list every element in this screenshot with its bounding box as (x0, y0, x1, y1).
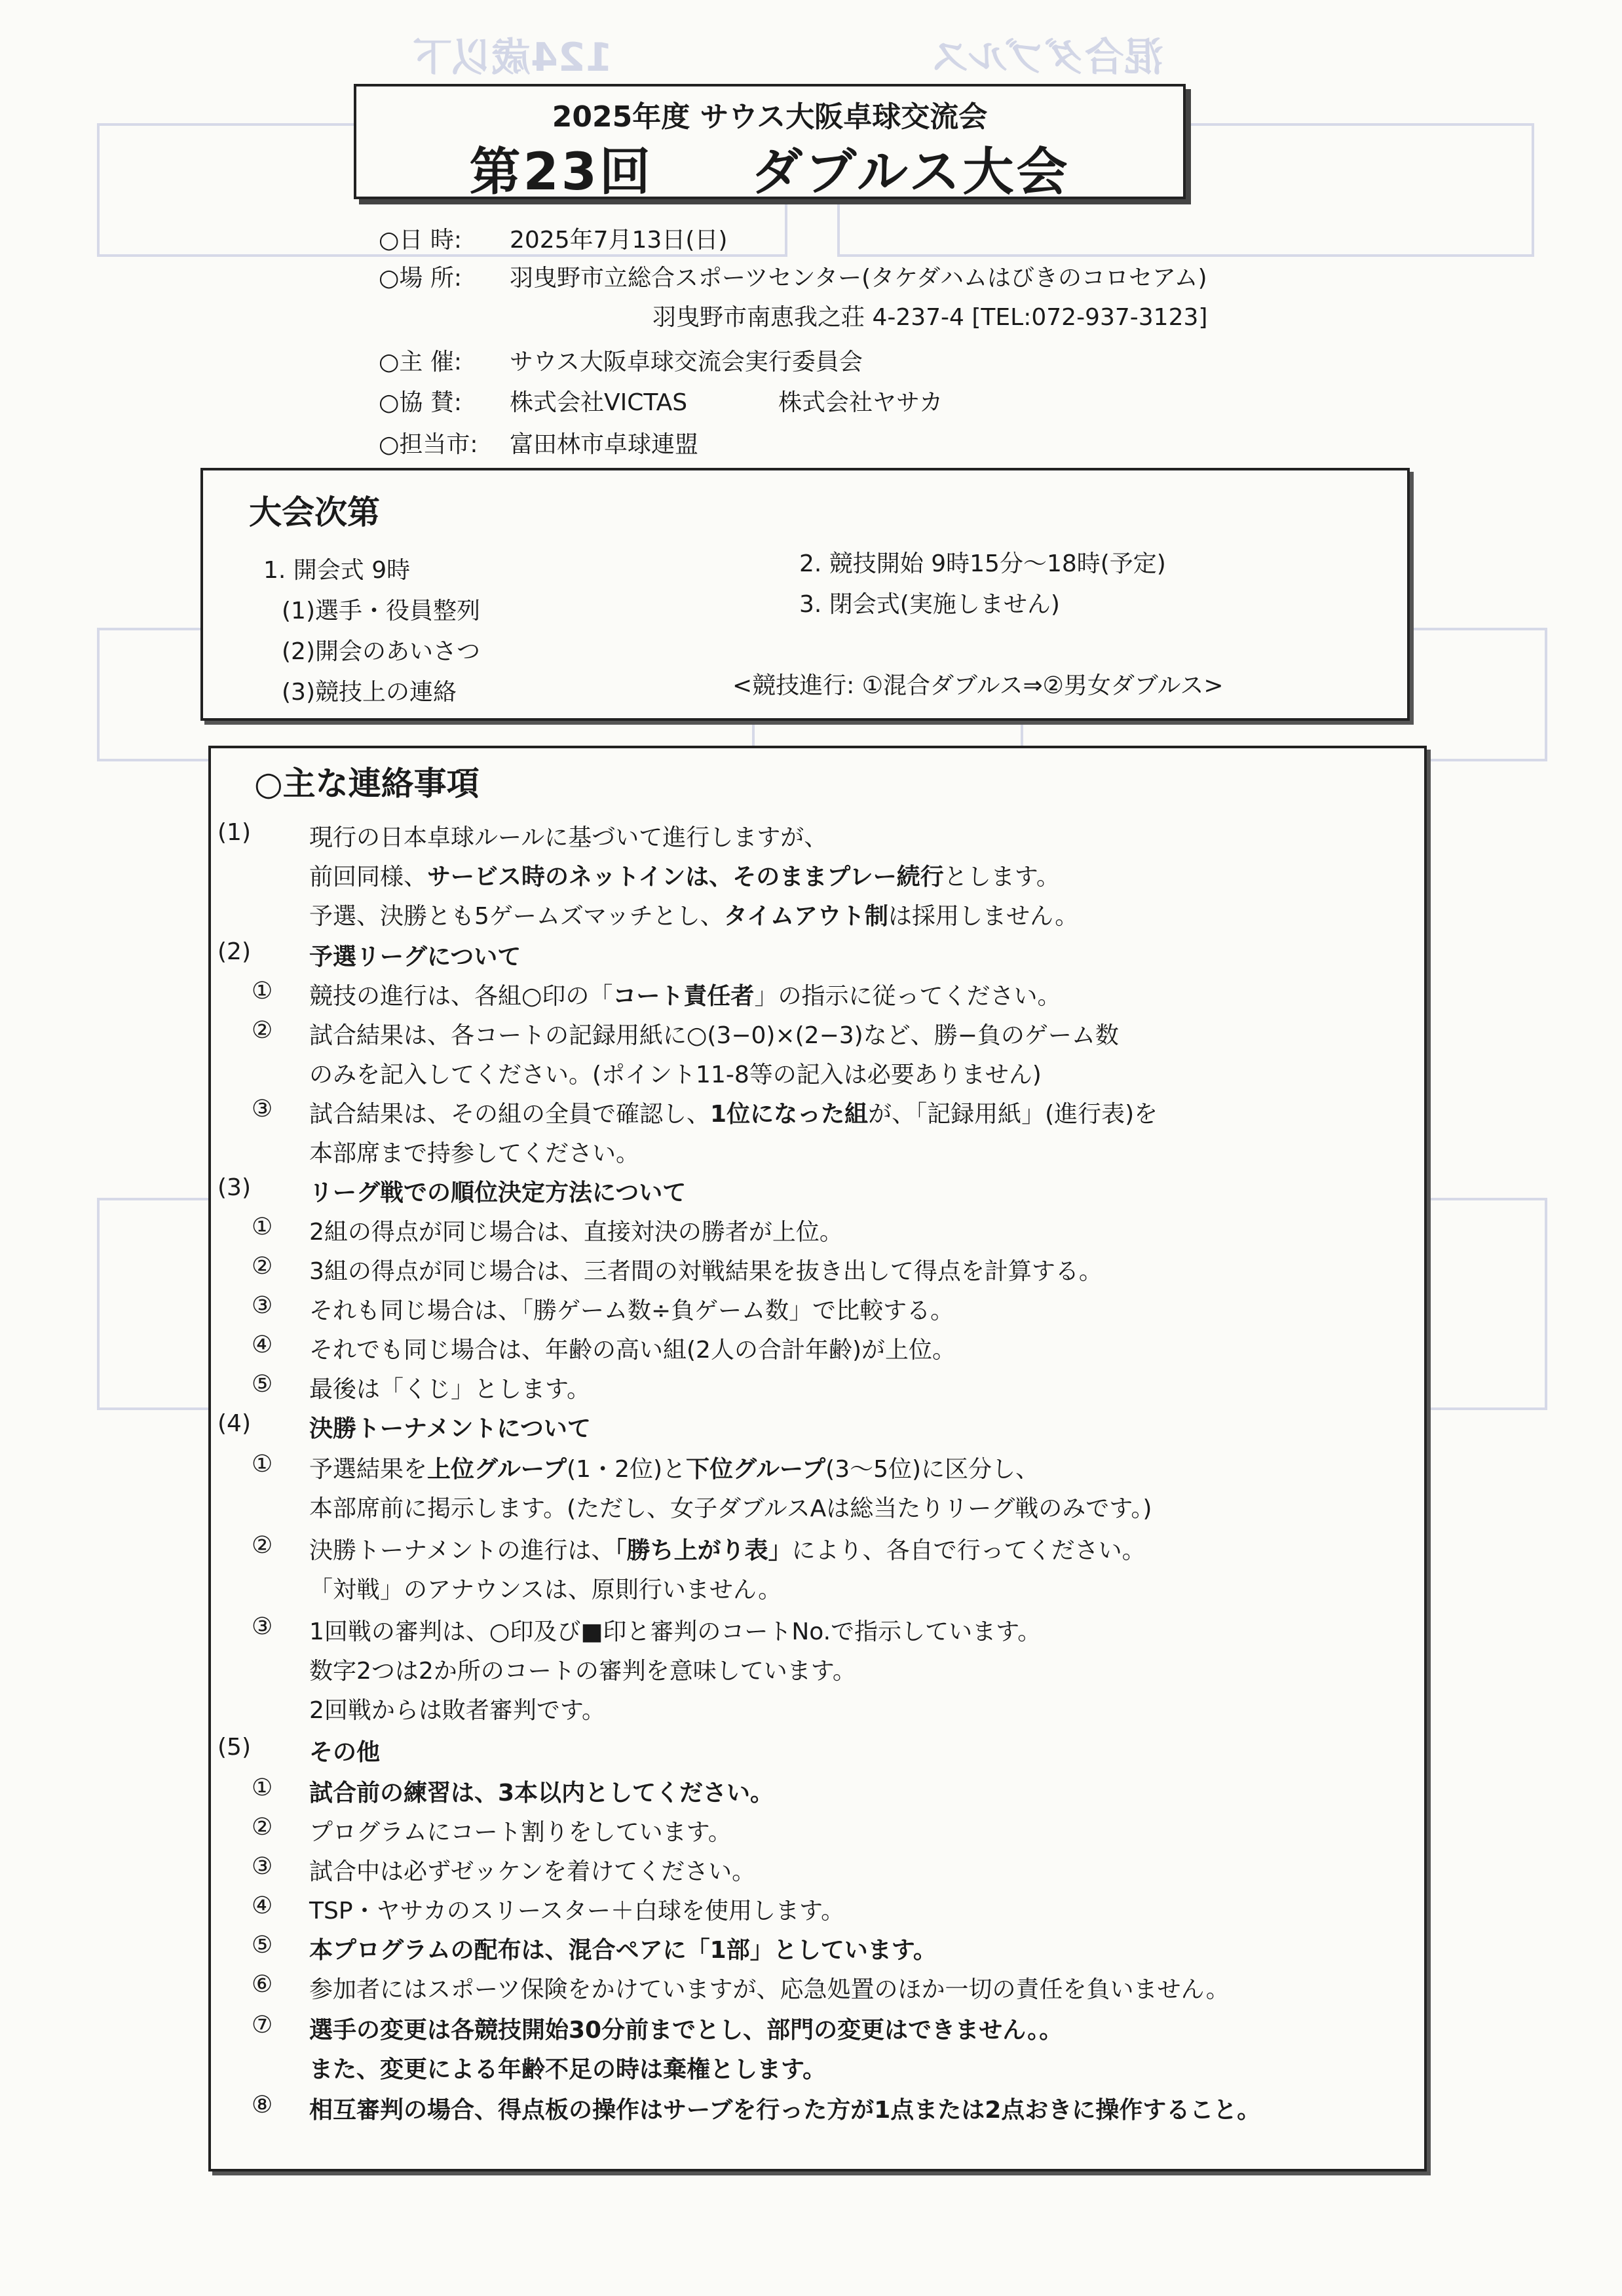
program-start: 2. 競技開始 9時15分～18時(予定) (799, 550, 1166, 577)
section-1-number: (1) (217, 819, 251, 846)
program-opening-sub-1: (1)選手・役員整列 (282, 598, 480, 624)
section-5-item-7: 選手の変更は各競技開始30分前までとし、部門の変更はできません。。 (309, 2017, 1063, 2044)
event-title (356, 131, 1183, 204)
section-2-item-1-number: ① (252, 978, 273, 1004)
section-2-item-3-cont: 本部席まで持参してください。 (309, 1140, 640, 1167)
info-sponsor-label: ○協 賛: (379, 389, 462, 416)
event-name: ダブルス大会 (751, 143, 1070, 202)
section-5-item-1-number: ① (252, 1774, 273, 1801)
program-opening-sub-2: (2)開会のあいさつ (282, 638, 480, 665)
text-run: 決勝トーナメントの進行は、 (309, 1537, 615, 1564)
text-run-bold: 1位になった組 (710, 1101, 869, 1128)
info-date-label: ○日 時: (379, 227, 462, 254)
info-venue-label: ○場 所: (379, 265, 462, 292)
section-3-number: (3) (217, 1174, 251, 1201)
section-1-line-2 (309, 858, 1060, 892)
text-run: (3～5位)に区分し、 (825, 1456, 1040, 1483)
program-order: <競技進行: ①混合ダブルス⇒②男女ダブルス> (732, 672, 1224, 699)
section-3-item-1-number: ① (252, 1214, 273, 1240)
info-venue-value: 羽曳野市立総合スポーツセンター(タケダハムはびきのコロセアム) (510, 265, 1207, 292)
section-2-item-2-cont: のみを記入してください。(ポイント11-8等の記入は必要ありません) (309, 1062, 1042, 1088)
section-5-item-6-number: ⑥ (252, 1971, 273, 1998)
program-opening: 1. 開会式 9時 (263, 557, 411, 584)
section-1-line-3 (309, 898, 1078, 931)
section-5-item-8-number: ⑧ (252, 2092, 273, 2118)
section-3-item-5-number: ⑤ (252, 1371, 273, 1398)
show-through-text: 混合ダブルス (930, 35, 1163, 81)
section-4-number: (4) (217, 1410, 251, 1437)
section-5-item-3: 試合中は必ずゼッケンを着けてください。 (309, 1858, 756, 1885)
section-2-title: 予選リーグについて (309, 944, 521, 970)
text-run: により、各自で行ってください。 (791, 1537, 1146, 1564)
text-run-bold: タイムアウト制 (723, 903, 889, 930)
section-5-item-4-number: ④ (252, 1892, 273, 1919)
text-run: 本プログラムの配布は、混合ペアに「 (309, 1937, 710, 1964)
section-5-item-6: 参加者にはスポーツ保険をかけていますが、応急処置のほか一切の責任を負いません。 (309, 1976, 1230, 2003)
text-run: 競技の進行は、各組○印の「 (309, 983, 613, 1010)
section-5-item-2-number: ② (252, 1814, 273, 1841)
info-organizer (379, 426, 698, 459)
section-3-item-3: それも同じ場合は、「勝ゲーム数÷負ゲーム数」で比較する。 (309, 1297, 954, 1324)
section-4-item-3-cont-1: 数字2つは2か所のコートの審判を意味しています。 (309, 1658, 856, 1685)
text-run: (1・2位)と (567, 1456, 687, 1483)
section-2-item-1 (309, 978, 1061, 1011)
section-5-item-4: TSP・ヤサカのスリースター＋白球を使用します。 (309, 1898, 845, 1924)
info-organizer-value: 富田林市卓球連盟 (510, 431, 699, 458)
section-1-line-1: 現行の日本卓球ルールに基づいて進行しますが、 (309, 824, 828, 851)
section-4-item-3-cont-2: 2回戦からは敗者審判です。 (309, 1697, 606, 1724)
text-run: が、「記録用紙」(進行表)を (868, 1101, 1158, 1128)
section-3-item-2-number: ② (252, 1253, 273, 1280)
section-3-item-4-number: ④ (252, 1331, 273, 1358)
text-run-bold: サービス時のネットインは、そのままプレー続行 (427, 864, 944, 890)
text-run: 1部 (709, 1937, 750, 1964)
text-run: 」の指示に従ってください。 (754, 983, 1061, 1010)
section-4-item-3-number: ③ (252, 1613, 273, 1640)
text-run-bold: 「勝ち上がり表」 (614, 1537, 792, 1564)
info-venue (379, 259, 1207, 293)
title-box (354, 84, 1186, 202)
info-sponsor-value-1: 株式会社VICTAS (510, 389, 688, 416)
text-run-bold: 上位グループ (427, 1456, 567, 1483)
text-run: とします。 (943, 864, 1060, 890)
text-run: 」としています。 (749, 1937, 937, 1964)
section-5-item-3-number: ③ (252, 1853, 273, 1880)
info-organizer-label: ○担当市: (379, 431, 478, 458)
section-5-item-8: 相互審判の場合、得点板の操作はサーブを行った方が1点または2点おきに操作すること。 (309, 2097, 1261, 2124)
section-3-item-2: 3組の得点が同じ場合は、三者間の対戦結果を抜き出して得点を計算する。 (309, 1258, 1103, 1285)
section-5-item-5 (309, 1932, 937, 1965)
event-number: 第23回 (469, 143, 653, 202)
section-2-item-3-number: ③ (252, 1096, 273, 1122)
notes-title: ○主な連絡事項 (254, 765, 480, 803)
text-run-bold: コート責任者 (613, 983, 755, 1010)
program-opening-sub-3: (3)競技上の連絡 (282, 679, 457, 706)
section-5-item-7-cont: また、変更による年齢不足の時は棄権とします。 (309, 2056, 827, 2083)
section-2-item-3 (309, 1096, 1158, 1129)
section-5-item-1: 試合前の練習は、3本以内としてください。 (309, 1780, 774, 1807)
show-through-text: 124歳以下 (413, 35, 613, 81)
section-4-item-1-number: ① (252, 1451, 273, 1478)
info-sponsor-value-2: 株式会社ヤサカ (778, 389, 943, 416)
section-2-item-2: 試合結果は、各コートの記録用紙に○(3−0)×(2−3)など、勝−負のゲーム数 (309, 1022, 1119, 1049)
section-4-item-2 (309, 1532, 1146, 1565)
section-5-item-5-number: ⑤ (252, 1932, 273, 1959)
section-4-item-2-number: ② (252, 1532, 273, 1559)
section-3-title: リーグ戦での順位決定方法について (309, 1179, 687, 1206)
text-run: 予選、決勝とも5ゲームズマッチとし、 (309, 903, 724, 930)
info-venue-address (652, 299, 1207, 332)
program-closing: 3. 閉会式(実施しません) (799, 591, 1060, 618)
event-series-title: 2025年度 サウス大阪卓球交流会 (552, 100, 988, 134)
section-3-item-5: 最後は「くじ」とします。 (309, 1376, 591, 1403)
info-host (379, 343, 863, 377)
text-run: は採用しません。 (888, 903, 1079, 930)
program-box (200, 468, 1410, 721)
section-3-item-1: 2組の得点が同じ場合は、直接対決の勝者が上位。 (309, 1219, 843, 1246)
text-run: 試合結果は、その組の全員で確認し、 (309, 1101, 711, 1128)
section-4-title: 決勝トーナメントについて (309, 1415, 591, 1442)
info-sponsor (379, 384, 943, 417)
info-venue-address-value: 羽曳野市南恵我之荘 4-237-4 [TEL:072-937-3123] (652, 304, 1208, 331)
section-4-item-3: 1回戦の審判は、○印及び■印と審判のコートNo.で指示しています。 (309, 1618, 1042, 1645)
info-host-value: サウス大阪卓球交流会実行委員会 (510, 349, 863, 375)
info-date-value: 2025年7月13日(日) (510, 227, 728, 254)
info-date (379, 221, 727, 255)
section-3-item-3-number: ③ (252, 1292, 273, 1319)
text-run: 前回同様、 (309, 864, 428, 890)
info-host-label: ○主 催: (379, 349, 462, 375)
section-4-item-2-cont: 「対戦」のアナウンスは、原則行いません。 (309, 1577, 782, 1603)
section-5-item-7-number: ⑦ (252, 2012, 273, 2038)
section-5-number: (5) (217, 1734, 251, 1761)
text-run-bold: 下位グループ (686, 1456, 826, 1483)
section-2-item-2-number: ② (252, 1017, 273, 1044)
section-4-item-1 (309, 1451, 1039, 1484)
notes-box (208, 746, 1427, 2172)
program-title: 大会次第 (249, 493, 380, 531)
section-4-item-1-cont: 本部席前に掲示します。(ただし、女子ダブルスAは総当たりリーグ戦のみです。) (309, 1495, 1152, 1522)
section-5-item-2: プログラムにコート割りをしています。 (309, 1819, 732, 1846)
section-5-title: その他 (309, 1739, 381, 1766)
text-run: 予選結果を (309, 1456, 428, 1483)
section-2-number: (2) (217, 938, 251, 965)
section-3-item-4: それでも同じ場合は、年齢の高い組(2人の合計年齢)が上位。 (309, 1337, 956, 1364)
